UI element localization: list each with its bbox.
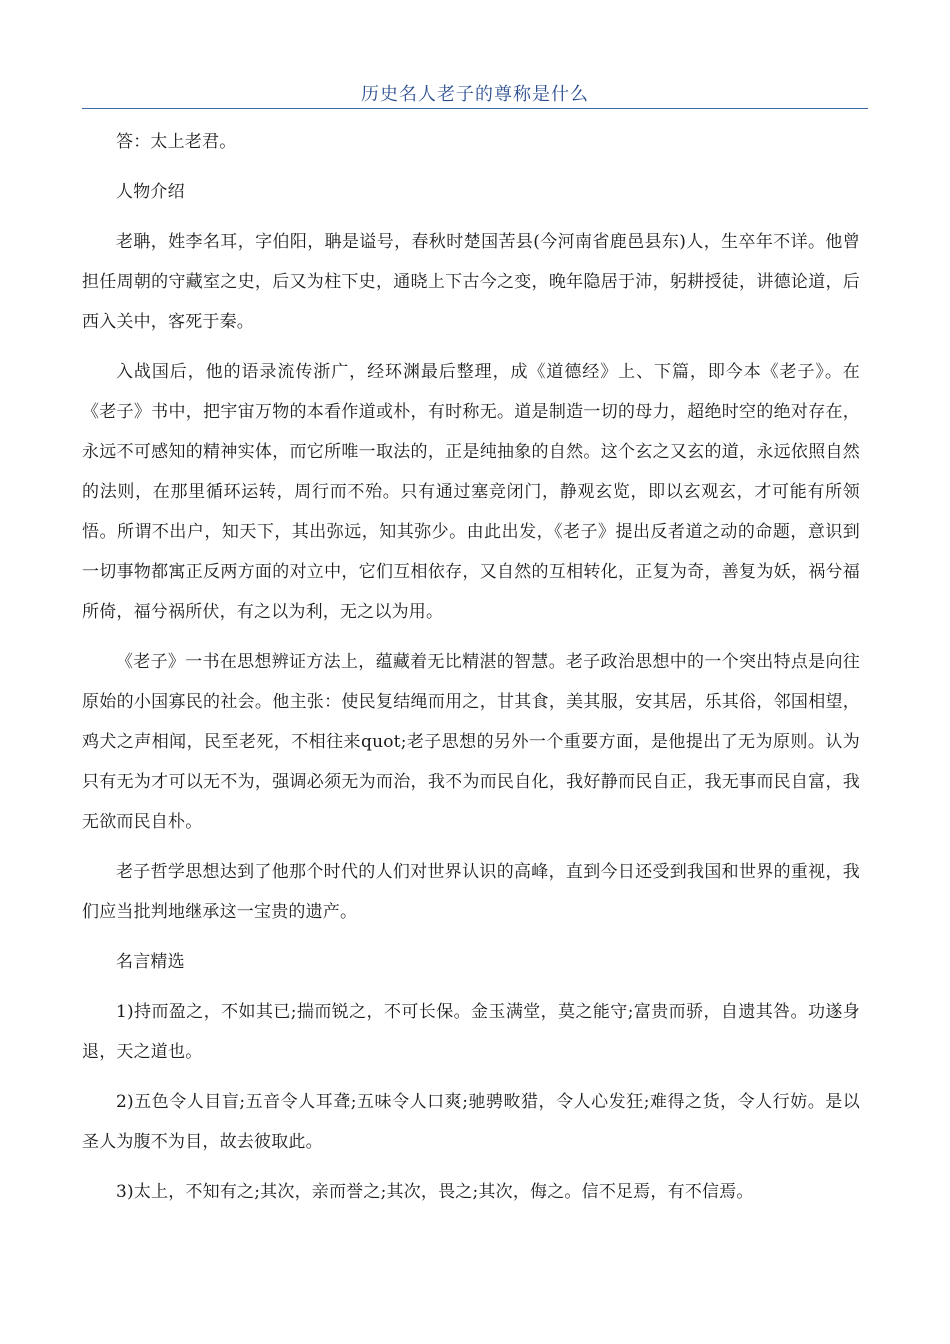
- document-body: [82, 122, 860, 1222]
- body-paragraph: 老子哲学思想达到了他那个时代的人们对世界认识的高峰，直到今日还受到我国和世界的重视，我们应当批判地继承这一宝贵的遗产。: [82, 862, 860, 922]
- body-paragraph: 入战国后，他的语录流传浙广，经环渊最后整理，成《道德经》上、下篇，即今本《老子》。在《老子》书中，把宇宙万物的本看作道或朴，有时称无。道是制造一切的母力，超绝时空的绝对存在，永远不可感知的精神实体，而它所唯一取法的，正是纯抽象的自然。这个玄之又玄的道，永远依照自然的法则，在那里循环运转，周行而不殆。只有通过塞竞闭门，静观玄览，即以玄观玄，才可能有所领悟。所谓不出户，知天下，其出弥远，知其弥少。由此出发，《老子》提出反者道之动的命题，意识到一切事物都寓正反两方面的对立中，它们互相依存，又自然的互相转化，正复为奇，善复为妖，祸兮福所倚，福兮祸所伏，有之以为利，无之以为用。: [82, 362, 860, 622]
- document-header: [82, 82, 868, 109]
- section-heading-intro: 人物介绍: [116, 182, 185, 202]
- document-title: 历史名人老子的尊称是什么: [361, 84, 589, 105]
- quote-item: 2)五色令人目盲;五音令人耳聋;五味令人口爽;驰骋畋猎，令人心发狂;难得之货，令人行妨。是以圣人为腹不为目，故去彼取此。: [82, 1092, 860, 1152]
- section-heading-quotes: 名言精选: [116, 952, 185, 972]
- body-paragraph: 《老子》一书在思想辨证方法上，蕴藏着无比精湛的智慧。老子政治思想中的一个突出特点是向往原始的小国寡民的社会。他主张：使民复结绳而用之，甘其食，美其服，安其居，乐其俗，邻国相望，鸡犬之声相闻，民至老死，不相往来quot;老子思想的另外一个重要方面，是他提出了无为原则。认为只有无为才可以无不为，强调必须无为而治，我不为而民自化，我好静而民自正，我无事而民自富，我无欲而民自朴。: [82, 652, 860, 832]
- quote-item: 3)太上，不知有之;其次，亲而誉之;其次，畏之;其次，侮之。信不足焉，有不信焉。: [116, 1182, 754, 1202]
- answer-line: 答：太上老君。: [116, 132, 237, 152]
- body-paragraph: 老聃，姓李名耳，字伯阳，聃是谥号，春秋时楚国苦县(今河南省鹿邑县东)人，生卒年不详。他曾担任周朝的守藏室之史，后又为柱下史，通晓上下古今之变，晚年隐居于沛，躬耕授徒，讲德论道，后西入关中，客死于秦。: [82, 232, 860, 332]
- quote-item: 1)持而盈之，不如其已;揣而锐之，不可长保。金玉满堂，莫之能守;富贵而骄，自遗其咎。功遂身退，天之道也。: [82, 1002, 860, 1062]
